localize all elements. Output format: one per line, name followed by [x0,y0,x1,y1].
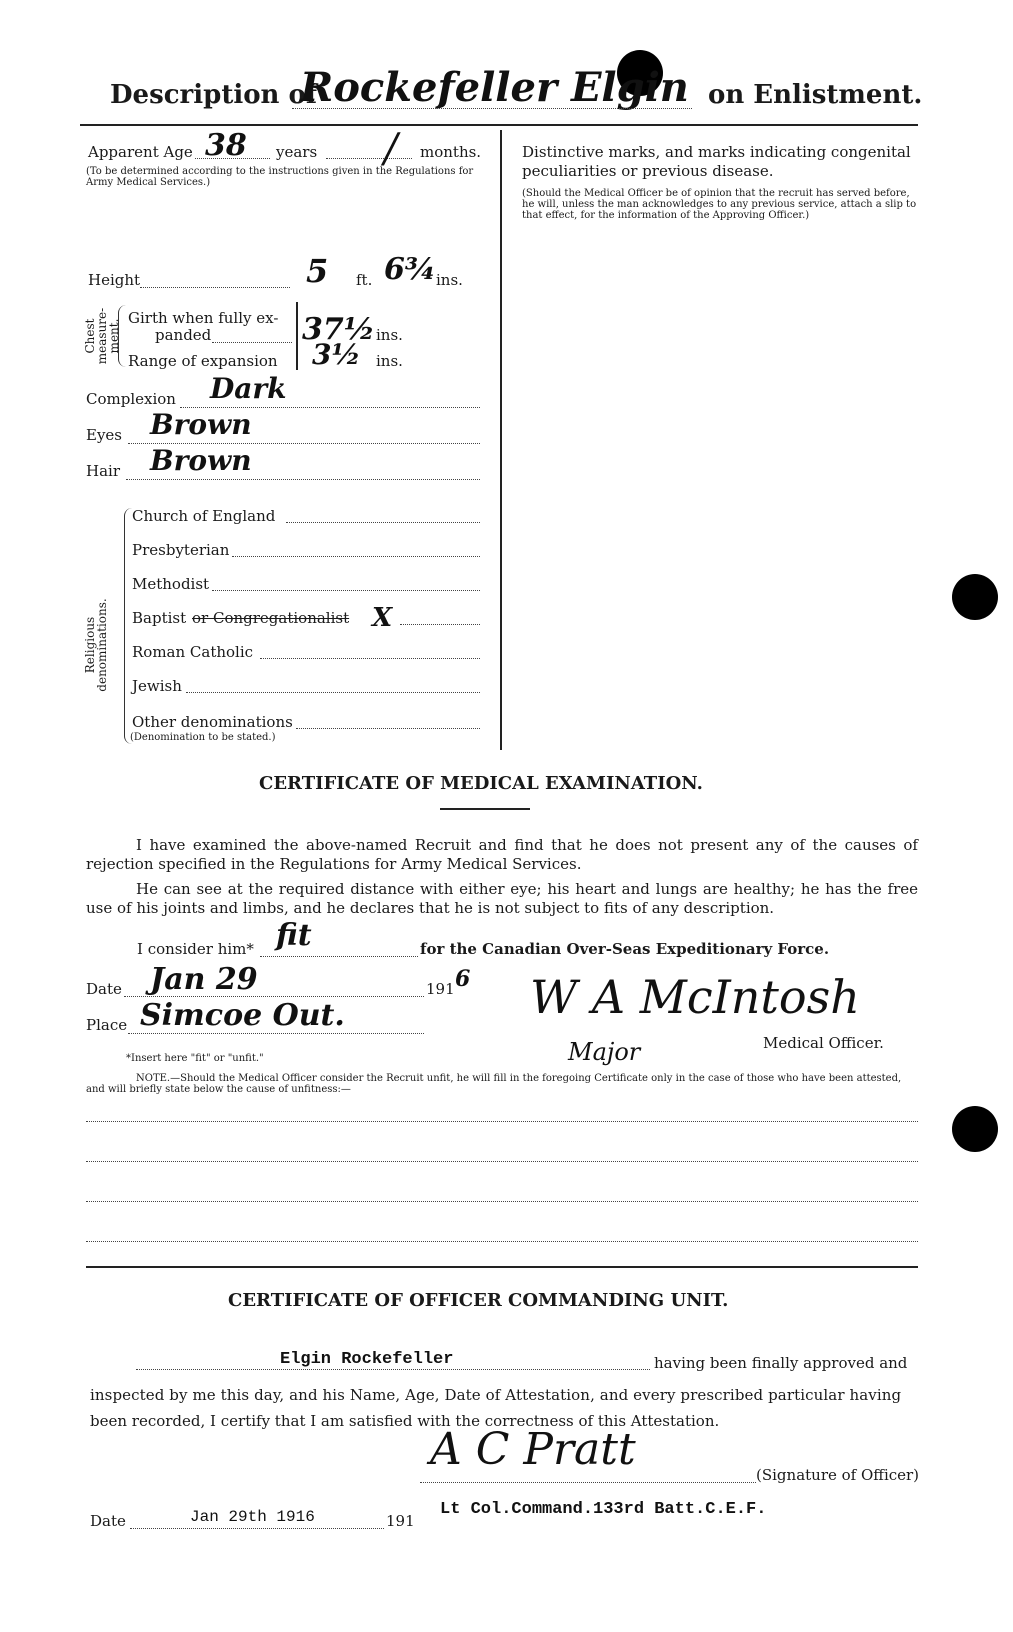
punch-hole-middle [952,574,998,620]
age-note: (To be determined according to the instructions given in the Regulations for Army Medical Services.) [86,166,474,188]
header-rule [80,124,918,126]
place-label: Place [86,1016,128,1034]
recruit-name-typed: Elgin Rockefeller [280,1350,454,1369]
commanding-line-1-tail: having been finally approved and [654,1354,908,1372]
religion-roman-catholic: Roman Catholic [132,643,254,661]
commanding-certificate-heading: CERTIFICATE OF OFFICER COMMANDING UNIT. [228,1290,729,1311]
girth-value: 37½ [302,312,376,347]
ins-label: ins. [436,271,463,289]
form-title-right: on Enlistment. [708,80,923,110]
religion-other: Other denominations [132,713,293,731]
title-name-line [292,108,692,109]
church-line [286,522,480,523]
place-value: Simcoe Out. [140,998,345,1033]
age-line [195,158,270,159]
eyes-label: Eyes [86,426,122,444]
girth-line [212,342,292,343]
height-label: Height [88,271,141,289]
age-stroke: / [384,126,398,172]
medical-heading-rule [440,808,530,810]
range-ins-label: ins. [376,352,403,370]
chest-measurement-label: Chest measure-ment. [83,307,121,365]
column-divider [500,130,502,750]
place-line [128,1033,424,1034]
hair-label: Hair [86,462,120,480]
commanding-date-label: Date [90,1512,126,1530]
height-line [140,287,290,288]
medical-date-label: Date [86,980,122,998]
baptist-selected-mark: X [372,603,393,633]
commanding-officer-rank: Lt Col.Command.133rd Batt.C.E.F. [440,1500,767,1519]
range-label: Range of expansion [128,352,278,370]
medical-officer-rank: Major [568,1038,641,1066]
medical-year-hand: 6 [455,966,471,992]
consider-tail: for the Canadian Over-Seas Expeditionary Force. [420,940,830,958]
baptist-line [400,624,480,625]
religion-presbyterian: Presbyterian [132,541,230,559]
range-value: 3½ [312,338,361,371]
other-line [296,728,480,729]
ft-label: ft. [356,271,373,289]
religion-struck-congregationalist: or Congregationalist [192,609,350,627]
medical-year-print: 191 [426,980,455,998]
consider-label: I consider him* [137,940,254,958]
height-feet-value: 5 [306,252,329,290]
religion-jewish: Jewish [132,677,182,695]
presbyterian-line [232,556,480,557]
girth-ins-label: ins. [376,326,403,344]
unfitness-line-4 [86,1241,918,1242]
medical-certificate-heading: CERTIFICATE OF MEDICAL EXAMINATION. [259,773,703,794]
distinctive-marks-note: (Should the Medical Officer be of opinion that the recruit has served before, he will, unless the man acknowledges to any previous service, attach a slip to that effect, for the information of the Approving Officer.) [522,188,917,221]
commanding-date-line [130,1528,384,1529]
commanding-line-2: inspected by me this day, and his Name, Age, Date of Attestation, and every prescribed particular having [90,1386,902,1404]
section-rule [86,1266,918,1268]
religion-baptist: Baptist [132,609,187,627]
medical-officer-signature: W A McIntosh [530,970,860,1024]
medical-paragraph-1: I have examined the above-named Recruit and find that he does not present any of the causes of rejection specified in the Regulations for Army Medical Services. [86,836,918,873]
distinctive-marks-heading: Distinctive marks, and marks indicating congenital peculiarities or previous disease. [522,143,911,180]
religion-methodist: Methodist [132,575,210,593]
methodist-line [212,590,480,591]
jewish-line [186,692,480,693]
months-line [326,158,412,159]
months-label: months. [420,143,482,161]
catholic-line [260,658,480,659]
recruit-name-line [136,1369,650,1370]
unfit-note: NOTE.—Should the Medical Officer consider the Recruit unfit, he will fill in the foregoing Certificate only in the case of those who have been attested, and will briefly state below the cause of unfitness:— [86,1073,902,1095]
commanding-year-print: 191 [386,1512,415,1530]
unfitness-line-2 [86,1161,918,1162]
complexion-value: Dark [210,372,287,405]
medical-paragraph-2: He can see at the required distance with either eye; his heart and lungs are healthy; he has the free use of his joints and limbs, and he declares that he is not subject to fits of any description. [86,880,918,917]
medical-officer-label: Medical Officer. [763,1034,884,1052]
religion-church-of-england: Church of England [132,507,276,525]
age-value: 38 [205,128,247,163]
commanding-date-typed: Jan 29th 1916 [190,1508,315,1526]
eyes-value: Brown [150,408,252,441]
chest-brace [118,305,127,367]
consider-line [260,956,418,957]
hair-line [126,479,480,480]
signature-line [420,1482,756,1483]
unfitness-line-3 [86,1201,918,1202]
medical-date-line [124,996,424,997]
religious-denominations-label: Religious denominations. [83,598,109,692]
medical-date-value: Jan 29 [150,962,258,997]
insert-note: *Insert here "fit" or "unfit." [126,1053,264,1064]
fitness-value: fit [276,918,312,953]
punch-hole-bottom [952,1106,998,1152]
age-label: Apparent Age [88,143,193,161]
form-title-left: Description of [110,80,318,110]
height-inches-value: 6¾ [384,252,437,287]
denomination-note: (Denomination to be stated.) [130,732,276,743]
hair-value: Brown [150,444,252,477]
recruit-name-handwritten: Rockefeller Elgin [300,64,689,111]
years-label: years [276,143,318,161]
unfitness-line-1 [86,1121,918,1122]
chest-divider [296,302,298,370]
complexion-label: Complexion [86,390,176,408]
commanding-line-3: been recorded, I certify that I am satisfied with the correctness of this Attestation. [90,1412,720,1430]
girth-label-1: Girth when fully ex- [128,309,279,327]
commanding-officer-signature: A C Pratt [430,1424,636,1475]
signature-label: (Signature of Officer) [756,1466,920,1484]
girth-label-2: panded [155,326,212,344]
